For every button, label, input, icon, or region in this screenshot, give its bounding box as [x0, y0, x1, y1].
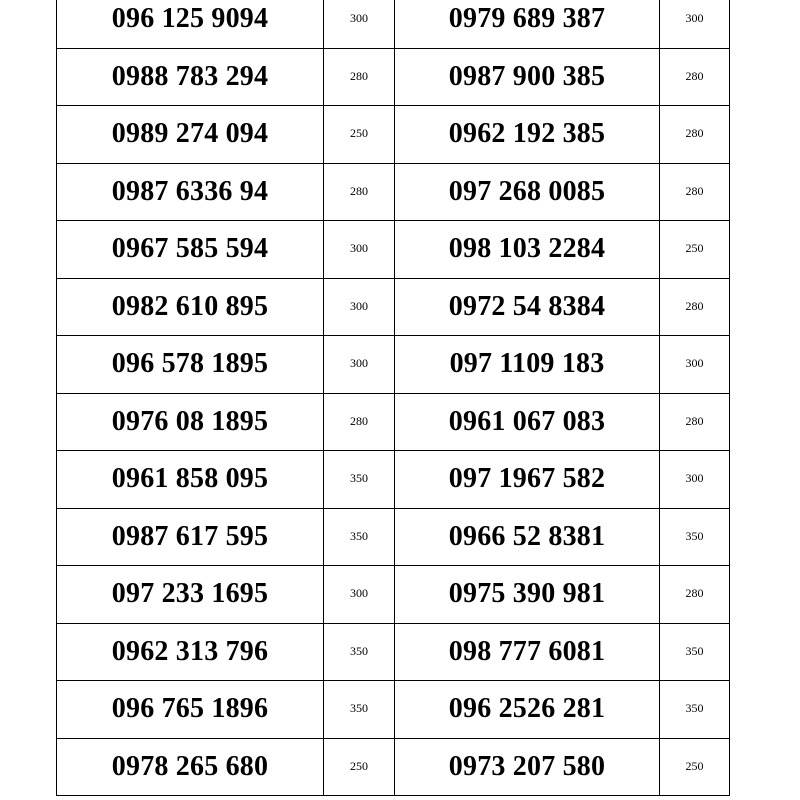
left-price: 300: [323, 566, 394, 623]
left-price: 350: [323, 624, 394, 681]
left-phone-number: 0978 265 680: [56, 739, 323, 796]
left-phone-number: 0988 783 294: [56, 49, 323, 106]
table-row: [56, 336, 730, 394]
left-phone-number: 0976 08 1895: [56, 394, 323, 451]
right-phone-number: 0975 390 981: [394, 566, 659, 623]
table-row: [56, 106, 730, 164]
left-phone-number: 0982 610 895: [56, 279, 323, 336]
right-phone-number: 0972 54 8384: [394, 279, 659, 336]
right-price: 350: [659, 624, 730, 681]
right-phone-number: 097 268 0085: [394, 164, 659, 221]
table-row: [56, 221, 730, 279]
left-price: 350: [323, 509, 394, 566]
right-price: 350: [659, 681, 730, 738]
right-phone-number: 097 1967 582: [394, 451, 659, 508]
left-price: 300: [323, 0, 394, 48]
right-price: 280: [659, 394, 730, 451]
right-price: 300: [659, 0, 730, 48]
table-row: [56, 49, 730, 107]
left-price: 300: [323, 279, 394, 336]
left-price: 280: [323, 49, 394, 106]
right-phone-number: 0979 689 387: [394, 0, 659, 48]
table-row: [56, 509, 730, 567]
right-phone-number: 0987 900 385: [394, 49, 659, 106]
table-row: [56, 739, 730, 797]
table-row: [56, 394, 730, 452]
right-price: 250: [659, 221, 730, 278]
right-price: 300: [659, 451, 730, 508]
left-price: 250: [323, 106, 394, 163]
left-phone-number: 0961 858 095: [56, 451, 323, 508]
table-row: [56, 624, 730, 682]
table-row: [56, 279, 730, 337]
left-price: 280: [323, 164, 394, 221]
right-phone-number: 098 103 2284: [394, 221, 659, 278]
right-phone-number: 0966 52 8381: [394, 509, 659, 566]
table-row: [56, 566, 730, 624]
table-row: [56, 0, 730, 49]
left-phone-number: 097 233 1695: [56, 566, 323, 623]
left-price: 300: [323, 336, 394, 393]
phone-number-price-table: [56, 0, 730, 796]
left-price: 350: [323, 451, 394, 508]
left-price: 350: [323, 681, 394, 738]
left-phone-number: 096 578 1895: [56, 336, 323, 393]
table-row: [56, 451, 730, 509]
right-price: 300: [659, 336, 730, 393]
table-row: [56, 681, 730, 739]
left-phone-number: 0989 274 094: [56, 106, 323, 163]
right-phone-number: 0961 067 083: [394, 394, 659, 451]
right-phone-number: 097 1109 183: [394, 336, 659, 393]
right-price: 350: [659, 509, 730, 566]
left-price: 280: [323, 394, 394, 451]
right-price: 280: [659, 279, 730, 336]
left-price: 300: [323, 221, 394, 278]
right-price: 280: [659, 49, 730, 106]
table-row: [56, 164, 730, 222]
left-phone-number: 0987 6336 94: [56, 164, 323, 221]
right-phone-number: 0973 207 580: [394, 739, 659, 796]
left-phone-number: 0967 585 594: [56, 221, 323, 278]
right-phone-number: 096 2526 281: [394, 681, 659, 738]
right-phone-number: 098 777 6081: [394, 624, 659, 681]
right-price: 280: [659, 164, 730, 221]
left-price: 250: [323, 739, 394, 796]
left-phone-number: 096 765 1896: [56, 681, 323, 738]
right-phone-number: 0962 192 385: [394, 106, 659, 163]
right-price: 280: [659, 566, 730, 623]
right-price: 250: [659, 739, 730, 796]
right-price: 280: [659, 106, 730, 163]
left-phone-number: 096 125 9094: [56, 0, 323, 48]
left-phone-number: 0987 617 595: [56, 509, 323, 566]
left-phone-number: 0962 313 796: [56, 624, 323, 681]
